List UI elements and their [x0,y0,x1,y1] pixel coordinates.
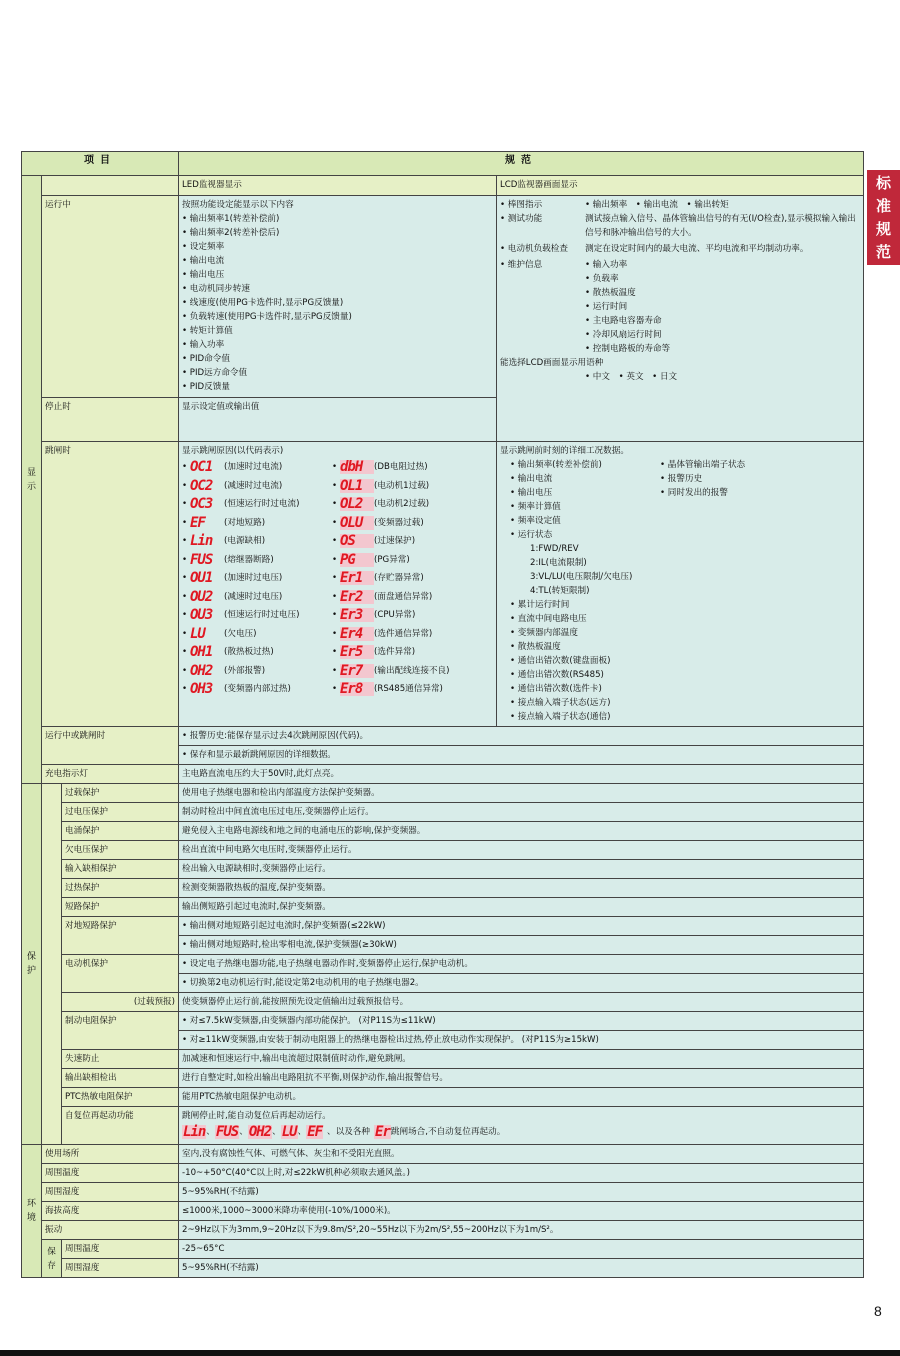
list-item: • PID命令值 [182,354,230,364]
list-item: • 频率计算值 [510,502,561,512]
running-lcd [497,196,864,442]
trip-code-desc: (存贮器异常) [374,573,424,584]
trip-code-item [332,606,482,625]
trip-code-item [332,680,482,699]
trip-code: OC1 [190,459,213,476]
bullet: • [182,573,188,584]
trip-code-item [332,551,482,570]
list-item: • 变频器内部温度 [510,628,578,638]
bullet: • [332,647,338,658]
trip-code: OU1 [190,570,213,587]
motor-line: 使变频器停止运行前,能按照预先设定值输出过载预报信号。 [179,993,864,1012]
list-item: • 通信出错次数(选件卡) [510,684,602,694]
protection-label: 过电压保护 [62,803,179,822]
trip-code: OC2 [190,477,213,494]
bullet: • [332,591,338,602]
list-item: • 接点输入端子状态(远方) [510,698,611,708]
list-item: • 主电路电容器寿命 [585,316,662,326]
trip-code-item [182,477,332,496]
trip-code-item [332,532,482,551]
trip-code-desc: (选件异常) [374,647,416,658]
trip-code-desc: (减速时过电流) [224,480,283,491]
list-item: • 直流中间电路电压 [510,614,587,624]
lcd-text: 测试接点输入信号、晶体管输出信号的有无(I/O检查),显示模拟输入输出信号和脉冲输出信号的大小。 [585,214,856,238]
protection-text: 检测变频器散热板的温度,保护变频器。 [179,879,864,898]
trip-code: FUS [190,551,213,568]
trip-code-desc: (变频器过载) [374,517,424,528]
bullet: • [182,591,188,602]
trip-led [179,442,497,727]
protection-label: 过热保护 [62,879,179,898]
protection-text: 能用PTC热敏电阻保护电动机。 [179,1088,864,1107]
trip-code-item [182,569,332,588]
protection-label: 输出缺相检出 [62,1069,179,1088]
trip-code: OC3 [190,496,213,513]
trip-code: dbH [340,460,374,474]
list-item: • 输入功率 [182,340,225,350]
protection-label: 自复位再起动功能 [62,1107,179,1145]
trip-code-desc: (加速时过电流) [224,462,283,473]
trip-code: OLU [340,516,374,530]
trip-code: FUS [215,1124,239,1140]
env-text: 5~95%RH(不结露) [179,1183,864,1202]
motor-sublabel: (过载预报) [62,993,179,1012]
list-item: • 散热板温度 [510,642,561,652]
env-text: 5~95%RH(不结露) [179,1259,864,1278]
trip-code: Er3 [340,608,374,622]
list-item: 3:VL/LU(电压限制/欠电压) [530,572,633,582]
trip-code: OU3 [190,607,213,624]
protection-text: 检出输入电源缺相时,变频器停止运行。 [179,860,864,879]
bullet: • [182,480,188,491]
restart-text [179,1107,864,1145]
restart-tail: 跳闸场合,不自动复位再起动。 [390,1127,506,1137]
trip-code: Er [375,1124,390,1140]
header-item: 项目 [22,152,179,176]
trip-code-item [332,458,482,477]
bullet: • [332,665,338,676]
bullet: • [332,684,338,695]
env-text: 2~9Hz以下为3mm,9~20Hz以下为9.8m/S²,20~55Hz以下为2m/S²,55~200Hz以下为1m/S²。 [179,1221,864,1240]
bullet: • [182,610,188,621]
trip-code: OL1 [340,479,374,493]
env-label: 使用场所 [42,1145,179,1164]
list-item: • PID远方命令值 [182,368,248,378]
list-item: • 输出电压 [510,488,553,498]
trip-code-item [332,477,482,496]
motor-text [179,955,864,993]
trip-code: Er8 [340,682,374,696]
trip-code-desc: (外部报警) [224,665,266,676]
env-label: 周围温度 [62,1240,179,1259]
separator: 、 [297,1127,307,1137]
list-item: • 接点输入端子状态(通信) [510,712,611,722]
list-item: • 负载率 [585,274,619,284]
bullet: • [332,517,338,528]
trip-code: Er4 [340,627,374,641]
trip-code: Er7 [340,664,374,678]
trip-code-desc: (PG异常) [374,554,410,565]
trip-code-item [332,495,482,514]
trip-code-item [182,662,332,681]
led-title: LED监视器显示 [179,176,497,196]
list-item: • 运行时间 [585,302,628,312]
list-item: • 通信出错次数(键盘面板) [510,656,611,666]
protection-label: 过载保护 [62,784,179,803]
list-item: • 同时发出的报警 [660,488,728,498]
side-tab-char: 准 [875,197,891,215]
protection-text: 检出直流中间电路欠电压时,变频器停止运行。 [179,841,864,860]
bullet: • [332,554,338,565]
trip-code-item [332,625,482,644]
restart-middle: 、以及各种 [327,1127,371,1137]
trip-code: PG [340,553,374,567]
storage-label: 保存 [42,1240,62,1278]
trip-code-item [182,680,332,699]
bullet: • [182,647,188,658]
env-label: 周围温度 [42,1164,179,1183]
row-history-label: 运行中或跳闸时 [42,727,179,765]
running-intro: 按照功能设定能显示以下内容 [182,200,294,210]
trip-intro: 显示跳闸原因(以代码表示) [182,446,284,456]
protection-text: 避免侵入主电路电源线和地之间的电涌电压的影响,保护变频器。 [179,822,864,841]
bullet: • [332,628,338,639]
trip-code-desc: (选件通信异常) [374,628,433,639]
env-text: ≤1000米,1000~3000米降功率使用(-10%/1000米)。 [179,1202,864,1221]
trip-code: OH2 [248,1124,272,1140]
bullet: • [332,499,338,510]
bullet: • [332,480,338,491]
trip-code: LU [190,625,205,642]
list-item: • 散热板温度 [585,288,636,298]
trip-code: EF [190,514,205,531]
trip-code-desc: (面盘通信异常) [374,591,433,602]
trip-code-desc: (恒速运行时过电流) [224,499,300,510]
bullet: • [182,462,188,473]
trip-code-desc: (加速时过电压) [224,573,283,584]
list-item: • 输出频率1(转差补偿前) [182,214,280,224]
trip-code: OU2 [190,588,213,605]
history-text [179,727,864,765]
lcd-label: • 测试功能 [500,214,543,224]
trip-code: OH3 [190,681,213,698]
trip-code: Er1 [340,571,374,585]
side-tab-char: 标 [875,174,891,192]
trip-code-desc: (欠电压) [224,628,257,639]
lcd-title: LCD监视器画面显示 [497,176,864,196]
trip-code-item [182,588,332,607]
separator: 、 [239,1127,248,1137]
trip-code-desc: (DB电阻过热) [374,462,428,473]
protection-label: 制动电阻保护 [62,1012,179,1050]
side-tab-char: 规 [875,220,891,238]
bullet: • [182,499,188,510]
trip-code: OL2 [340,497,374,511]
trip-code-desc: (散热板过热) [224,647,274,658]
list-item: • 报警历史 [660,474,703,484]
row-trip-label: 跳闸时 [42,442,179,727]
bullet: • [332,462,338,473]
trip-code-desc: (电源缺相) [224,536,266,547]
trip-code-item [332,588,482,607]
trip-code-item [332,514,482,533]
side-tab [867,170,900,265]
protection-label: 欠电压保护 [62,841,179,860]
row-running-label: 运行中 [42,196,179,398]
bullet: • [182,684,188,695]
env-label: 振动 [42,1221,179,1240]
protection-text: 加减速和恒速运行中,输出电流超过限制值时动作,避免跳闸。 [179,1050,864,1069]
trip-code-desc: (恒速运行时过电压) [224,610,300,621]
bottom-rule [0,1350,900,1356]
trip-code-item [182,606,332,625]
trip-code-desc: (输出配线连接不良) [374,665,450,676]
language-note: 能选择LCD画面显示用语种 [500,358,604,368]
trip-code-item [332,569,482,588]
history-line: • 保存和显示最新跳闸原因的详细数据。 [182,750,336,760]
list-item: • 输出频率2(转差补偿后) [182,228,280,238]
header-spec: 规范 [179,152,864,176]
row-stopped-label: 停止时 [42,398,179,442]
page-number: 8 [874,1303,882,1319]
bullet: • [332,536,338,547]
list-item: 1:FWD/REV [530,544,579,554]
brake-line: • 对≤7.5kW变频器,由变频器内部功能保护。 (对P11S为≤11kW) [179,1014,863,1031]
bullet: • [332,573,338,584]
list-item: • 输出电流 [510,474,553,484]
trip-code-grid [182,458,493,699]
list-item: • 冷却风扇运行时间 [585,330,662,340]
trip-code-item [182,532,332,551]
protection-text: 使用电子热继电器和检出内部温度方法保护变频器。 [179,784,864,803]
list-item: • 累计运行时间 [510,600,570,610]
trip-code: Lin [183,1124,206,1140]
lcd-label: • 棒图指示 [500,200,543,210]
env-text: -25~65°C [179,1240,864,1259]
list-item: • 频率设定值 [510,516,561,526]
motor-line: • 设定电子热继电器功能,电子热继电器动作时,变频器停止运行,保护电动机。 [179,957,863,974]
separator: 、 [206,1127,215,1137]
env-label: 周围湿度 [62,1259,179,1278]
bullet: • [182,628,188,639]
trip-code: OH2 [190,662,213,679]
protection-label: 电涌保护 [62,822,179,841]
trip-code-item [182,625,332,644]
ground-line: • 输出侧对地短路引起过电流时,保护变频器(≤22kW) [179,919,863,936]
trip-code-item [182,551,332,570]
env-label: 海拔高度 [42,1202,179,1221]
running-led [179,196,497,398]
list-item: 2:IL(电流限制) [530,558,587,568]
bullet: • [182,665,188,676]
env-label: 周围湿度 [42,1183,179,1202]
bullet: • [182,517,188,528]
row-charge-label: 充电指示灯 [42,765,179,784]
brake-line: • 对≥11kW变频器,由安装于制动电阻器上的热继电器检出过热,停止放电动作实现保护。 (对P11S为≥15kW) [182,1035,599,1045]
trip-code-item [332,643,482,662]
trip-code: Lin [190,533,213,550]
list-item: • PID反馈量 [182,382,230,392]
charge-text: 主电路直流电压约大于50V时,此灯点亮。 [179,765,864,784]
trip-code: OS [340,534,374,548]
protection-label: 电动机保护 [62,955,179,993]
bullet: • [182,536,188,547]
trip-code-item [182,643,332,662]
protection-text: 输出侧短路引起过电流时,保护变频器。 [179,898,864,917]
ground-text [179,917,864,955]
trip-code-item [182,458,332,477]
separator: 、 [272,1127,281,1137]
category-display: 显示 [22,176,42,784]
trip-code: OH1 [190,644,213,661]
stopped-text: 显示设定值或输出值 [179,398,497,442]
list-item: • 晶体管输出端子状态 [660,460,746,470]
spec-table [21,151,864,1278]
list-item: • 转矩计算值 [182,326,233,336]
trip-code-item [182,514,332,533]
protection-label: PTC热敏电阻保护 [62,1088,179,1107]
trip-code-desc: (变频器内部过热) [224,684,291,695]
list-item: 4:TL(转矩限制) [530,586,590,596]
lcd-label: • 维护信息 [500,260,543,270]
env-text: 室内,没有腐蚀性气体、可燃气体、灰尘和不受阳光直照。 [179,1145,864,1164]
category-protection: 保护 [22,784,42,1145]
language-list: • 中文 • 英文 • 日文 [585,372,678,382]
list-item: • 设定频率 [182,242,225,252]
list-item: • 负载转速(使用PG卡选件时,显示PG反馈量) [182,312,352,322]
restart-line: 跳闸停止时,能自动复位后再起动运行。 [182,1111,331,1121]
trip-code-item [332,662,482,681]
list-item: • 控制电路板的寿命等 [585,344,671,354]
bullet: • [182,554,188,565]
list-item: • 电动机同步转速 [182,284,250,294]
trip-code-desc: (CPU异常) [374,610,416,621]
trip-code-desc: (对地短路) [224,517,266,528]
protection-text: 进行自整定时,如检出输出电路阻抗不平衡,则保护动作,输出报警信号。 [179,1069,864,1088]
protection-label: 对地短路保护 [62,917,179,955]
history-line: • 报警历史:能保存显示过去4次跳闸原因(代码)。 [179,729,863,746]
ground-line: • 输出侧对地短路时,检出零相电流,保护变频器(≥30kW) [182,940,397,950]
brake-text [179,1012,864,1050]
trip-code: Er2 [340,590,374,604]
side-tab-char: 范 [875,243,891,261]
list-item: • 输出电压 [182,270,225,280]
trip-code: Er5 [340,645,374,659]
trip-lcd [497,442,864,727]
trip-code-desc: (减速时过电压) [224,591,283,602]
trip-code: EF [307,1124,323,1140]
trip-lcd-intro: 显示跳闸前时刻的详细工况数据。 [500,446,629,456]
trip-code-desc: (RS485通信异常) [374,684,443,695]
trip-code-desc: (过速保护) [374,536,416,547]
lcd-text: • 输出频率 • 输出电流 • 输出转矩 [585,200,729,210]
trip-code: LU [281,1124,297,1140]
motor-line: • 切换第2电动机运行时,能设定第2电动机用的电子热继电器2。 [182,978,424,988]
env-text: -10~+50°C(40°C以上时,对≤22kW机种必须取去通风盖。) [179,1164,864,1183]
list-item: • 线速度(使用PG卡选件时,显示PG反馈量) [182,298,344,308]
lcd-label: • 电动机负载检查 [500,244,568,254]
bullet: • [332,610,338,621]
restart-codes [182,1123,860,1141]
list-item: • 输出频率(转差补偿前) [510,460,602,470]
trip-code-desc: (熔继器断路) [224,554,274,565]
trip-code-item [182,495,332,514]
protection-text: 制动时检出中间直流电压过电压,变频器停止运行。 [179,803,864,822]
category-environment: 环境 [22,1145,42,1278]
lcd-text: • 输入功率 [585,260,628,270]
list-item: • 运行状态 [510,530,553,540]
trip-code-desc: (电动机1过载) [374,480,430,491]
protection-label: 失速防止 [62,1050,179,1069]
list-item: • 输出电流 [182,256,225,266]
protection-label: 短路保护 [62,898,179,917]
list-item: • 通信出错次数(RS485) [510,670,604,680]
trip-code-desc: (电动机2过载) [374,499,430,510]
lcd-text: 测定在设定时间内的最大电流、平均电流和平均制动功率。 [585,244,809,254]
protection-label: 输入缺相保护 [62,860,179,879]
